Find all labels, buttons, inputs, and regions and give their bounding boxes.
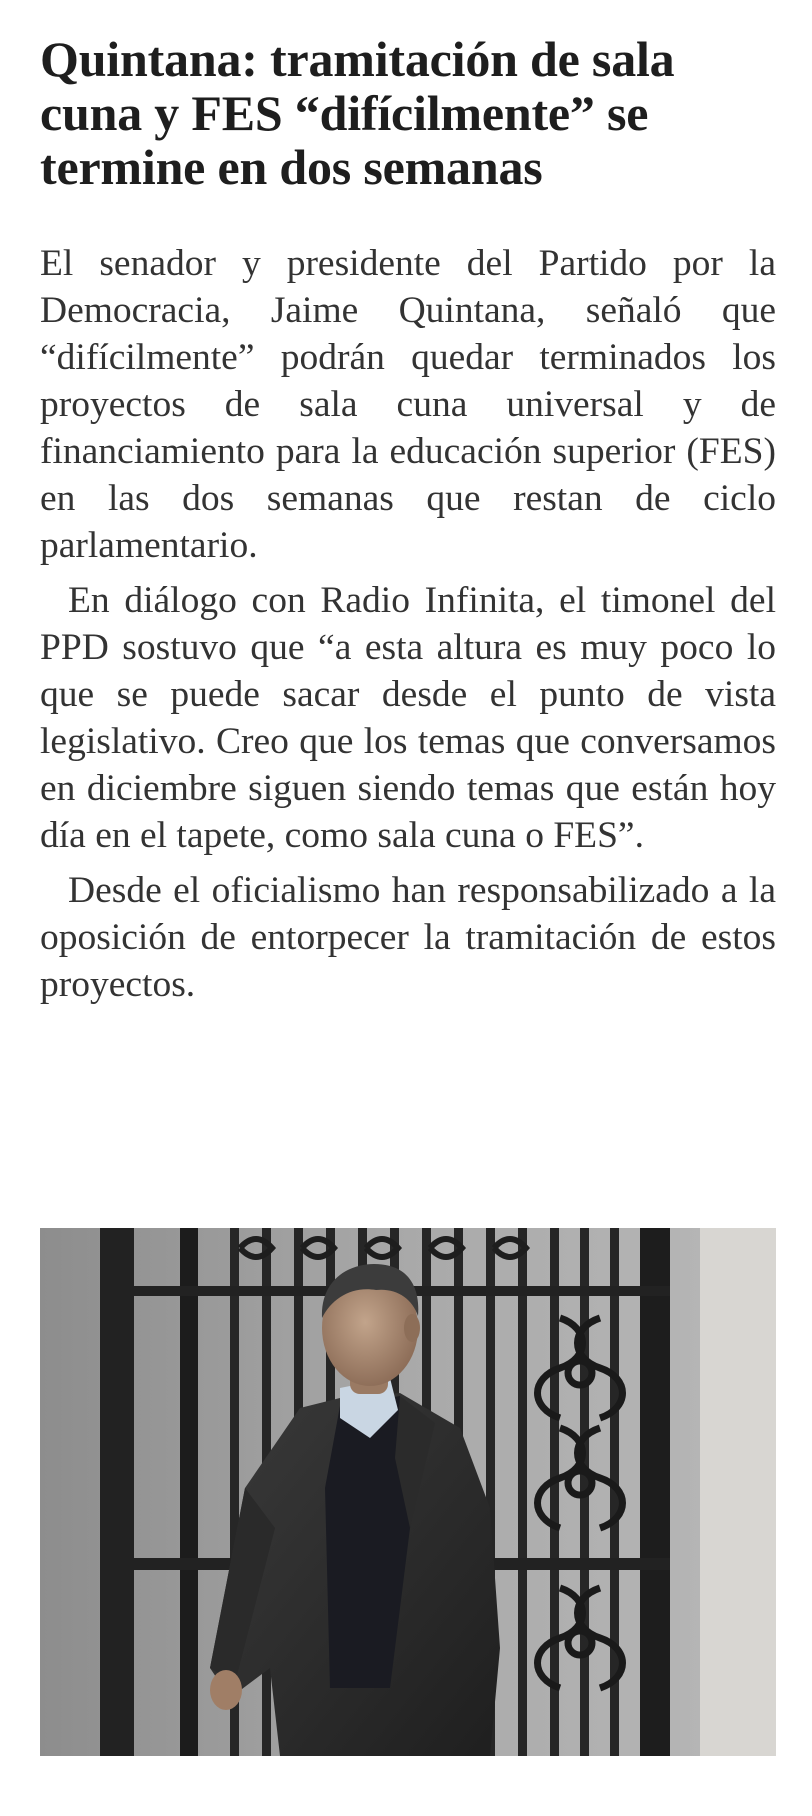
- article-photo: [40, 1228, 776, 1756]
- bright-wall-edge: [700, 1228, 776, 1756]
- headline: Quintana: tramitación de sala cuna y FES “difícilmente” se termine en dos semanas: [40, 31, 675, 195]
- article-body: [40, 240, 776, 1008]
- article: [40, 32, 776, 1008]
- paragraph-3: Desde el oficialismo han responsabilizado a la oposición de entorpecer la tramitación de estos proyectos.: [40, 870, 776, 1005]
- gate-post: [100, 1228, 134, 1756]
- paragraph-2: En diálogo con Radio Infinita, el timonel del PPD sostuvo que “a esta altura es muy poco lo que se puede sacar desde el punto de vista legislativo. Creo que los temas que conversamos en diciembre siguen siendo temas que están hoy día en el tapete, como sala cuna o FES”.: [40, 580, 776, 856]
- photo-illustration: [40, 1228, 776, 1756]
- paragraph-1: El senador y presidente del Partido por la Democracia, Jaime Quintana, señaló que “difícilmente” podrán quedar terminados los proyectos de sala cuna universal y de financiamiento para la educación superior (FES) en las dos semanas que restan de ciclo parlamentario.: [40, 243, 776, 566]
